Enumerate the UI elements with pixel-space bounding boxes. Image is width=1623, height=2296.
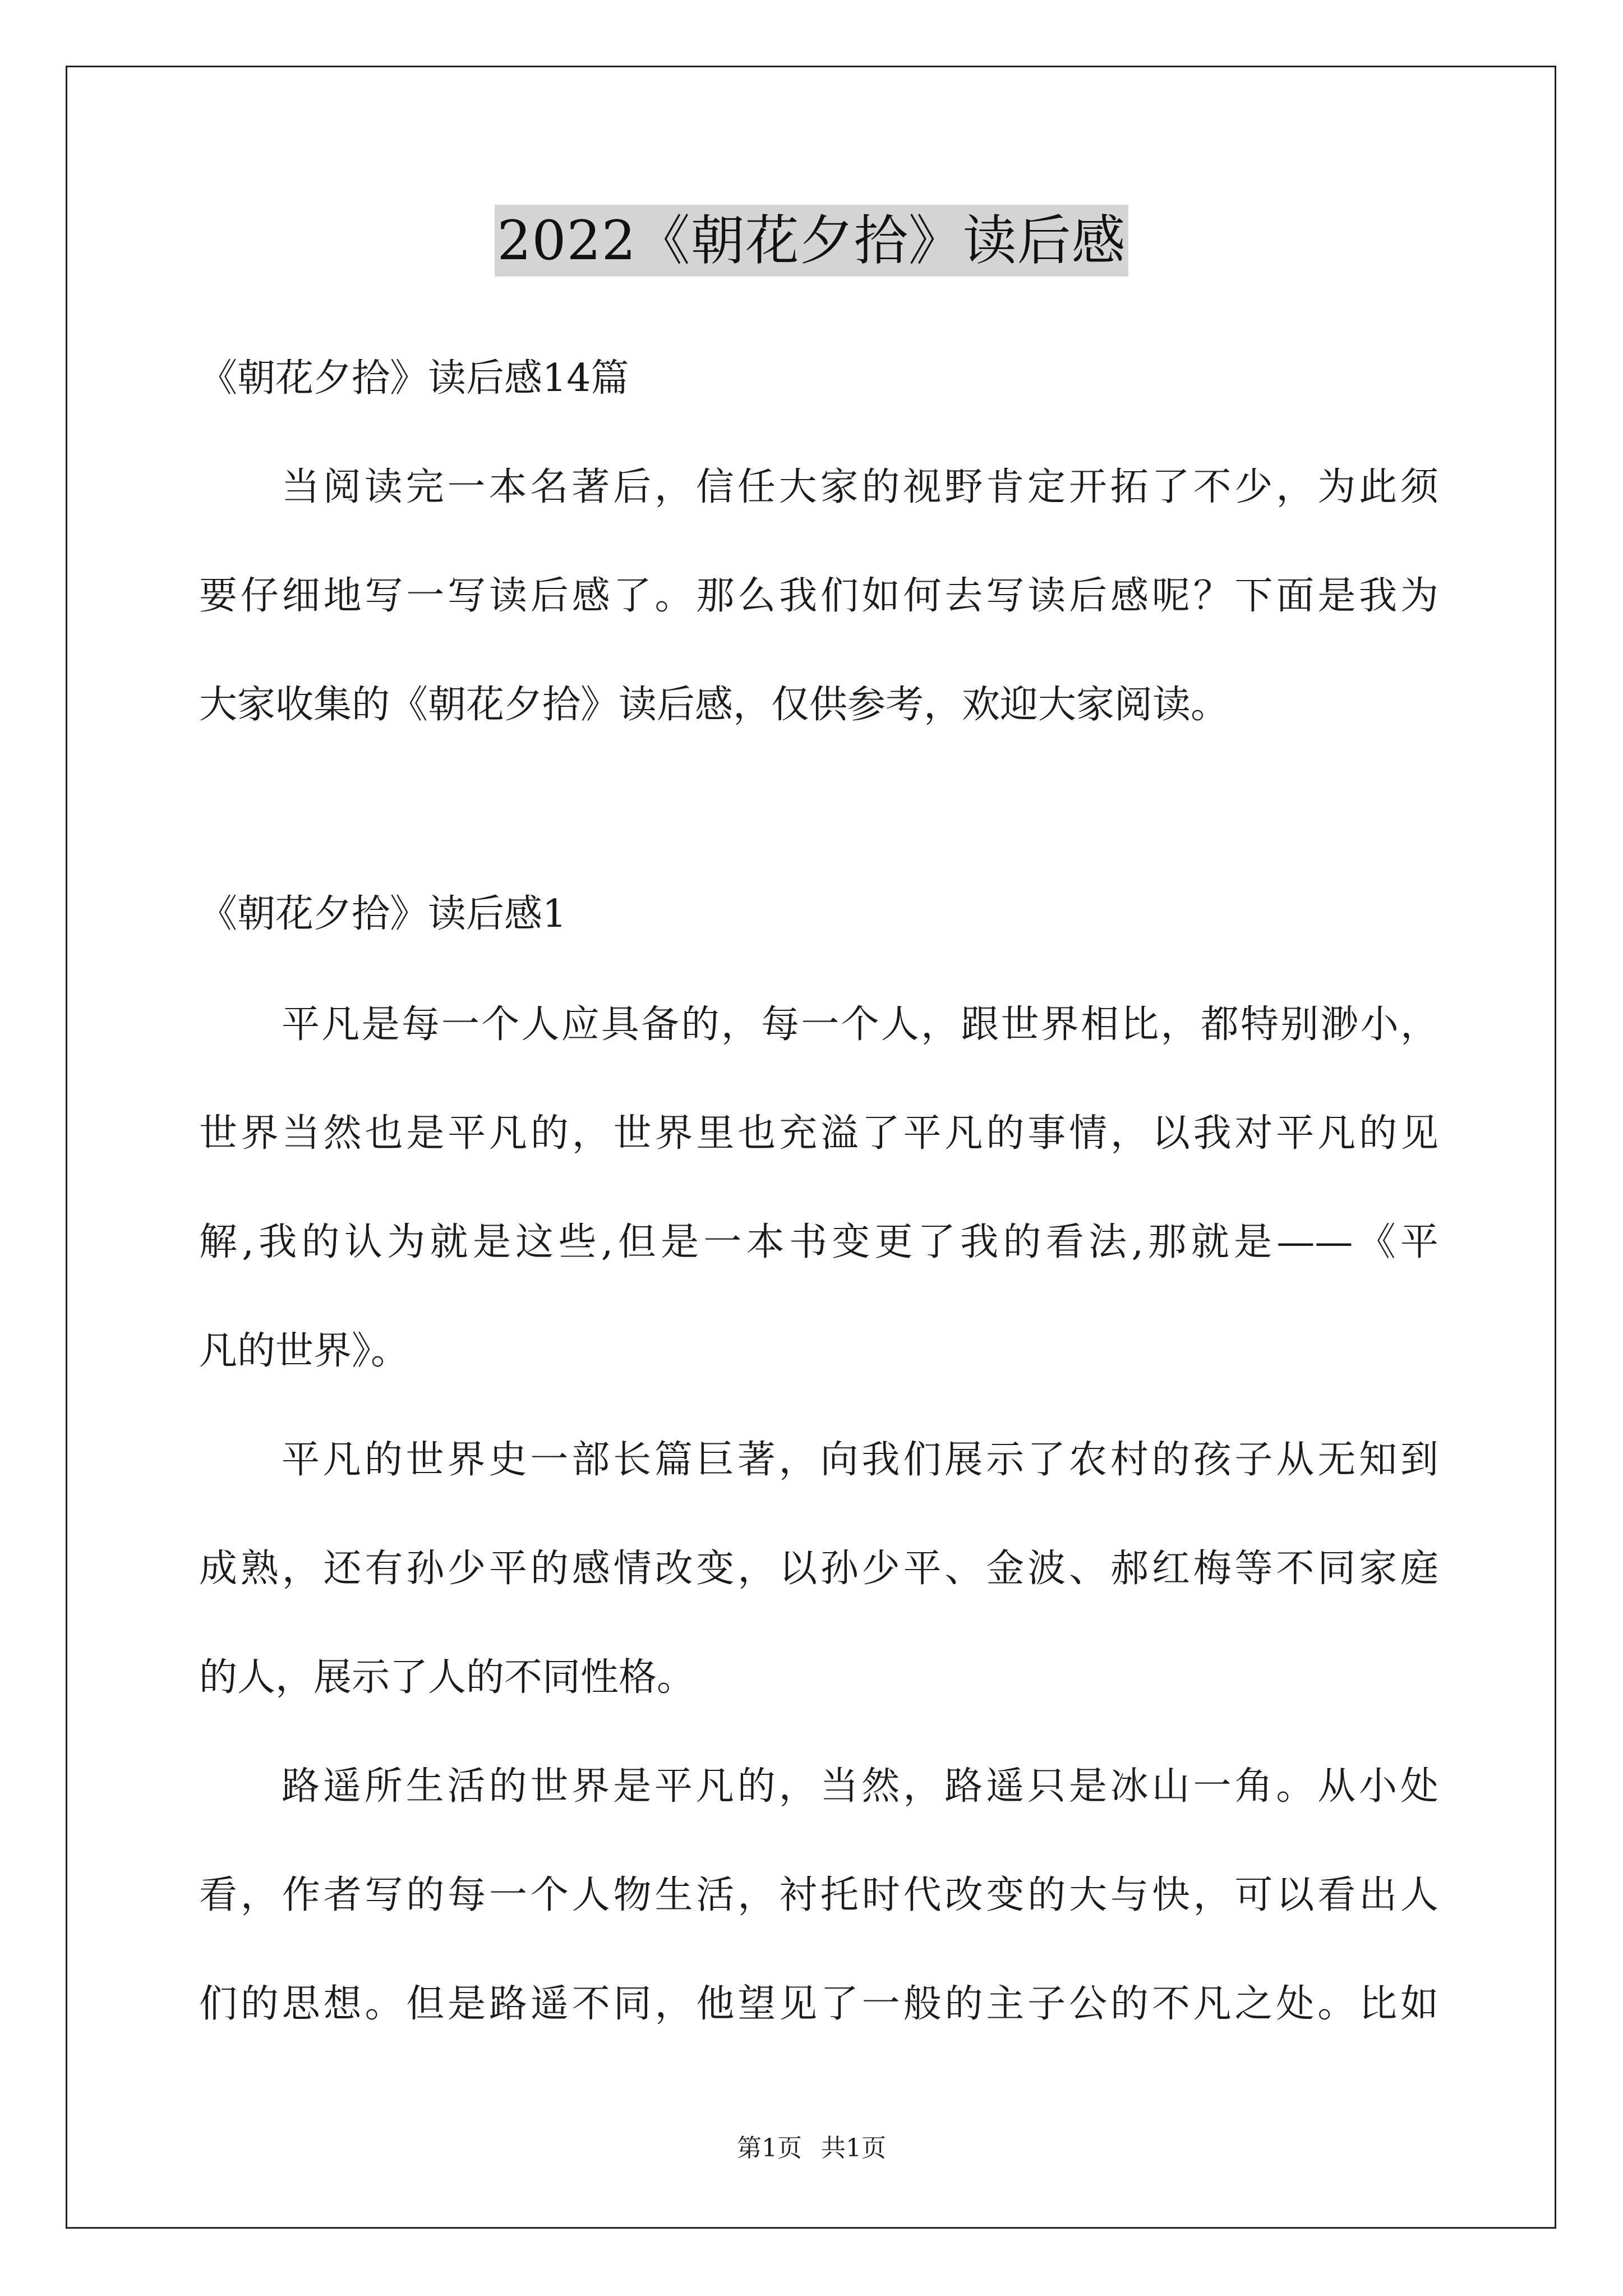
paragraph-line: 成熟，还有孙少平的感情改变，以孙少平、金波、郝红梅等不同家庭	[199, 1547, 1438, 1591]
page-footer	[0, 2132, 1623, 2165]
intro-line: 大家收集的《朝花夕拾》读后感，仅供参考，欢迎大家阅读。	[199, 683, 1229, 727]
paragraph-line: 世界当然也是平凡的，世界里也充溢了平凡的事情，以我对平凡的见	[199, 1111, 1438, 1156]
paragraph-line: 平凡是每一个人应具备的，每一个人，跟世界相比，都特别渺小，	[282, 1002, 1438, 1047]
page-number: 第1页	[737, 2134, 802, 2162]
document-title: 2022《朝花夕拾》读后感	[495, 205, 1128, 277]
paragraph-line: 看，作者写的每一个人物生活，衬托时代改变的大与快，可以看出人	[199, 1873, 1438, 1917]
paragraph-line: 们的思想。但是路遥不同，他望见了一般的主子公的不凡之处。比如	[199, 1982, 1438, 2026]
section-heading: 《朝花夕拾》读后感1	[199, 892, 567, 936]
paragraph-line: 凡的世界》。	[199, 1329, 409, 1373]
title-container	[0, 205, 1623, 277]
total-pages: 共1页	[821, 2134, 886, 2162]
intro-line: 要仔细地写一写读后感了。那么我们如何去写读后感呢？下面是我为	[199, 574, 1438, 618]
paragraph-line: 平凡的世界史一部长篇巨著，向我们展示了农村的孩子从无知到	[282, 1438, 1438, 1482]
paragraph-line: 的人，展示了人的不同性格。	[199, 1655, 695, 1700]
document-subtitle: 《朝花夕拾》读后感14篇	[199, 356, 629, 401]
intro-line: 当阅读完一本名著后，信任大家的视野肯定开拓了不少，为此须	[282, 465, 1438, 509]
paragraph-line: 解,我的认为就是这些,但是一本书变更了我的看法,那就是——《平	[199, 1220, 1438, 1264]
paragraph-line: 路遥所生活的世界是平凡的，当然，路遥只是冰山一角。从小处	[282, 1764, 1438, 1809]
